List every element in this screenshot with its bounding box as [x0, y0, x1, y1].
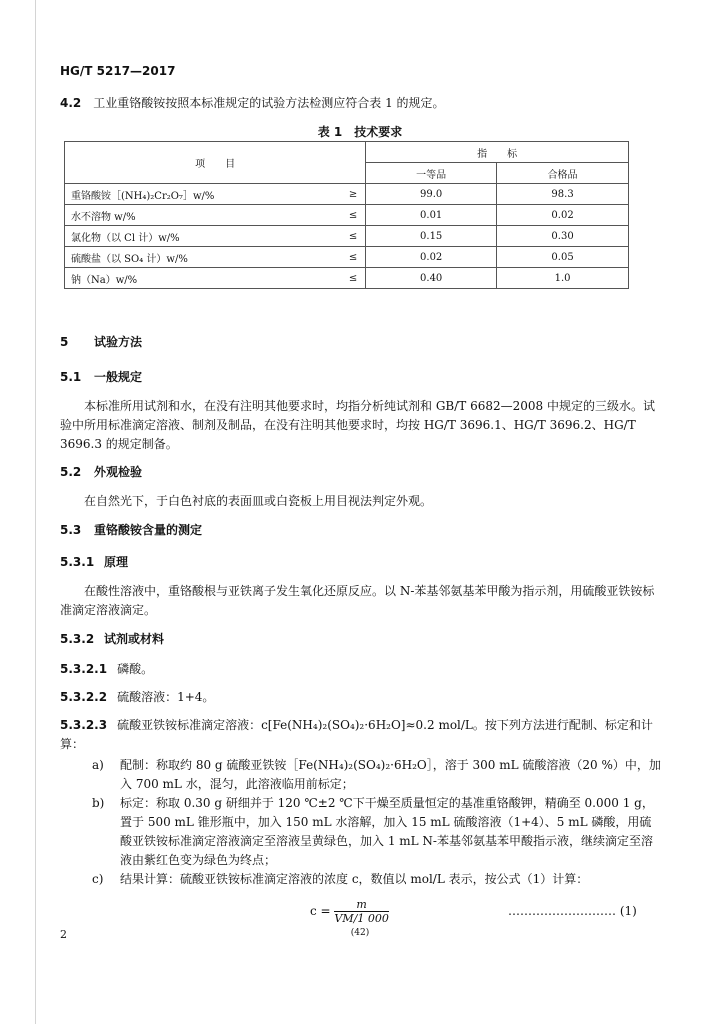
header-index: 指 标	[366, 142, 629, 163]
table-header-row	[65, 142, 629, 163]
list-marker: c)	[92, 872, 104, 886]
list-marker: b)	[92, 796, 105, 810]
clause-text: 硫酸溶液：1+4。	[117, 690, 215, 704]
list-marker: a)	[92, 758, 104, 772]
section-5-2-heading	[60, 463, 142, 480]
formula-lhs: c =	[310, 904, 331, 918]
section-number: 5.2	[60, 465, 82, 479]
section-number: 5.1	[60, 370, 82, 384]
list-text: 标定：称取 0.30 g 研细并于 120 ℃±2 ℃下干燥至质量恒定的基准重铬酸钾，精确至 0.000 1 g，置于 500 mL 锥形瓶中，加入 150 mL 水溶解，加入 15 mL 硫酸溶液（1+4）、5 mL 磷酸，用硫酸亚铁铵标准滴定溶液滴定至溶液呈黄绿色，加入 1 mL N-苯基邻氨基苯甲酸指示液，继续滴定至溶液由紫红色变为绿色为终点；	[120, 796, 654, 867]
section-number: 5.3.2	[60, 632, 95, 646]
row-item: 硫酸盐（以 SO₄ 计）w/%	[65, 247, 343, 268]
row-operator: ≤	[343, 226, 366, 247]
row-item: 氯化物（以 Cl 计）w/%	[65, 226, 343, 247]
section-5-3-1-text: 在酸性溶液中，重铬酸根与亚铁离子发生氧化还原反应。以 N-苯基邻氨基苯甲酸为指示剂，用硫酸亚铁铵标准滴定溶液滴定。	[60, 584, 655, 617]
row-grade1: 0.01	[366, 205, 497, 226]
header-grade2: 合格品	[497, 163, 629, 184]
row-grade2: 0.30	[497, 226, 629, 247]
clause-number: 5.3.2.2	[60, 690, 108, 704]
clause-4-2	[60, 94, 660, 113]
list-text: 结果计算：硫酸亚铁铵标准滴定溶液的浓度 c，数值以 mol/L 表示，按公式（1）计算：	[120, 872, 589, 886]
section-title: 试验方法	[94, 335, 143, 349]
table-row	[65, 247, 629, 268]
section-title: 原理	[104, 555, 129, 569]
row-operator: ≤	[343, 205, 366, 226]
formula-fraction	[334, 898, 388, 925]
row-grade1: 0.15	[366, 226, 497, 247]
formula-numerator: m	[334, 898, 388, 912]
list-item	[92, 794, 662, 870]
technical-requirements-table	[64, 141, 629, 289]
row-grade2: 0.02	[497, 205, 629, 226]
clause-number: 4.2	[60, 96, 82, 110]
section-5-1-text: 本标准所用试剂和水，在没有注明其他要求时，均指分析纯试剂和 GB/T 6682—2008 中规定的三级水。试验中所用标准滴定溶液、制剂及制品，在没有注明其他要求时，均按 HG/T 3696.1、HG/T 3696.2、HG/T 3696.3 的规定制备。	[60, 399, 655, 451]
row-grade1: 0.02	[366, 247, 497, 268]
section-number: 5	[60, 335, 69, 349]
table-row	[65, 205, 629, 226]
clause-number: 5.3.2.3	[60, 718, 108, 732]
page-number: 2	[60, 928, 67, 941]
row-grade2: 1.0	[497, 268, 629, 289]
standard-code: HG/T 5217—2017	[60, 64, 176, 78]
clause-number: 5.3.2.1	[60, 662, 108, 676]
section-5-3-heading	[60, 521, 202, 538]
row-item: 重铬酸铵［(NH₄)₂Cr₂O₇］w/%	[65, 184, 343, 205]
row-grade1: 0.40	[366, 268, 497, 289]
row-item: 水不溶物 w/%	[65, 205, 343, 226]
row-grade2: 0.05	[497, 247, 629, 268]
row-grade2: 98.3	[497, 184, 629, 205]
clause-text: 硫酸亚铁铵标准滴定溶液：c[Fe(NH₄)₂(SO₄)₂·6H₂O]≈0.2 mol/L。按下列方法进行配制、标定和计算：	[60, 718, 653, 751]
formula-denominator: VM/1 000	[334, 912, 389, 925]
procedure-list	[92, 756, 662, 889]
clause-text: 工业重铬酸铵按照本标准规定的试验方法检测应符合表 1 的规定。	[93, 96, 445, 110]
section-title: 重铬酸铵含量的测定	[94, 523, 203, 537]
section-title: 一般规定	[94, 370, 143, 384]
section-5-3-2-2	[60, 688, 660, 707]
table-row	[65, 184, 629, 205]
list-item	[92, 870, 662, 889]
formula-1	[310, 898, 389, 925]
list-item	[92, 756, 662, 794]
row-operator: ≤	[343, 268, 366, 289]
table-row	[65, 226, 629, 247]
section-number: 5.3	[60, 523, 82, 537]
list-text: 配制：称取约 80 g 硫酸亚铁铵［Fe(NH₄)₂(SO₄)₂·6H₂O］，溶于 300 mL 硫酸溶液（20 %）中，加入 700 mL 水，混匀，此溶液临用前标定；	[120, 758, 661, 791]
section-5-heading	[60, 333, 142, 350]
section-title: 外观检验	[94, 465, 143, 479]
table-title: 表 1 技术要求	[317, 125, 403, 139]
section-5-2-text: 在自然光下，于白色衬底的表面皿或白瓷板上用目视法判定外观。	[84, 494, 433, 508]
header-item: 项 目	[65, 142, 366, 184]
section-5-3-2-heading	[60, 630, 164, 647]
section-5-3-2-3	[60, 716, 660, 754]
scan-edge-line	[35, 0, 36, 1024]
section-5-3-1-heading	[60, 553, 128, 570]
section-number: 5.3.1	[60, 555, 95, 569]
section-5-1-heading	[60, 368, 142, 385]
row-operator: ≥	[343, 184, 366, 205]
sheet-number: (42)	[350, 928, 370, 938]
clause-text: 磷酸。	[117, 662, 154, 676]
row-operator: ≤	[343, 247, 366, 268]
formula-number: ……………………… (1)	[508, 904, 637, 918]
row-grade1: 99.0	[366, 184, 497, 205]
section-5-3-2-1	[60, 660, 660, 679]
header-grade1: 一等品	[366, 163, 497, 184]
table-row	[65, 268, 629, 289]
section-title: 试剂或材料	[104, 632, 165, 646]
row-item: 钠（Na）w/%	[65, 268, 343, 289]
